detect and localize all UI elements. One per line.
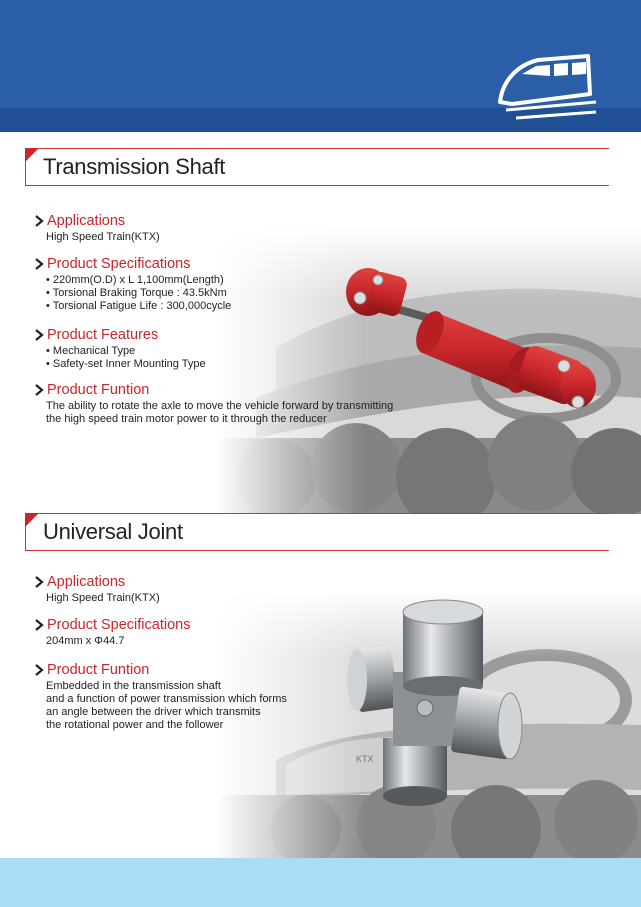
applications-block	[33, 573, 160, 605]
chevron-right-icon	[33, 328, 45, 342]
product-specifications-block	[33, 616, 190, 648]
function-line: the rotational power and the follower	[46, 719, 224, 731]
title-corner-mark	[25, 513, 39, 527]
section-title-transmission-shaft	[25, 148, 609, 186]
product-features-block	[33, 326, 206, 371]
page-header	[0, 0, 641, 132]
block-title: Product Features	[47, 327, 159, 343]
feature-item: • Mechanical Type	[46, 345, 206, 358]
block-line: High Speed Train(KTX)	[46, 592, 160, 604]
chevron-right-icon	[33, 575, 45, 589]
chevron-right-icon	[33, 618, 45, 632]
block-line: High Speed Train(KTX)	[46, 231, 160, 243]
section-title-text: Transmission Shaft	[43, 154, 226, 179]
block-title: Product Funtion	[47, 382, 150, 398]
function-line: Embedded in the transmission shaft	[46, 680, 221, 692]
chevron-right-icon	[33, 214, 45, 228]
spec-line: 204mm x Φ44.7	[46, 635, 125, 647]
page-footer	[0, 858, 641, 907]
applications-block	[33, 212, 160, 244]
function-line: and a function of power transmission which forms	[46, 693, 287, 705]
chevron-right-icon	[33, 383, 45, 397]
block-title: Product Specifications	[47, 617, 191, 633]
spec-item: • Torsional Fatigue Life : 300,000cycle	[46, 300, 231, 313]
title-corner-mark	[25, 148, 39, 162]
transmission-shaft-image	[340, 262, 608, 422]
function-line: The ability to rotate the axle to move the vehicle forward by transmitting	[46, 400, 394, 412]
spec-item: • 220mm(O.D) x L 1,100mm(Length)	[46, 274, 231, 287]
block-title: Product Specifications	[47, 256, 191, 272]
chevron-right-icon	[33, 663, 45, 677]
high-speed-train-icon	[492, 44, 600, 124]
section-title-text: Universal Joint	[43, 519, 183, 544]
chevron-right-icon	[33, 257, 45, 271]
universal-joint-image	[345, 598, 525, 808]
block-title: Product Funtion	[47, 662, 150, 678]
section-title-universal-joint	[25, 513, 609, 551]
function-line: an angle between the driver which transmits	[46, 706, 261, 718]
product-specifications-block	[33, 255, 231, 313]
feature-item: • Safety-set Inner Mounting Type	[46, 358, 206, 371]
spec-item: • Torsional Braking Torque : 43.5kNm	[46, 287, 231, 300]
block-title: Applications	[47, 574, 126, 590]
function-line: the high speed train motor power to it through the reducer	[46, 413, 327, 425]
block-title: Applications	[47, 213, 126, 229]
product-function-block	[33, 661, 287, 732]
